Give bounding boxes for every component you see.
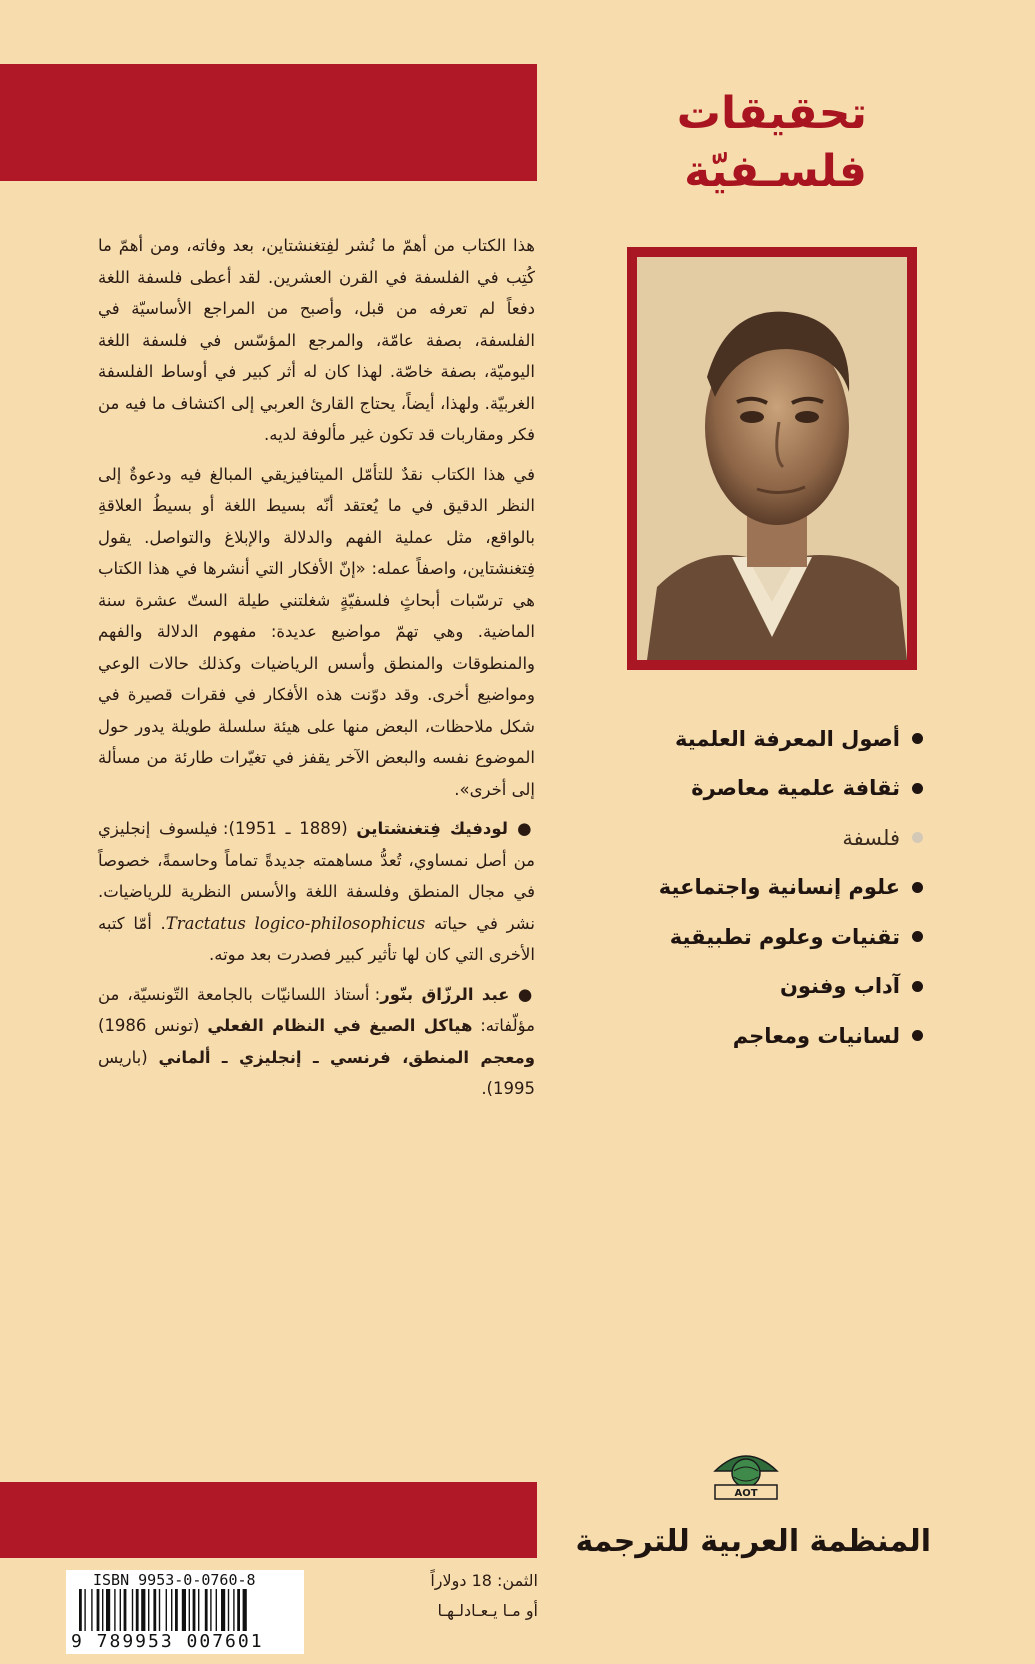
bullet-icon xyxy=(912,931,923,942)
ean-digits: 9 789953 007601 xyxy=(71,1631,264,1652)
publisher-name: المنظمة العربية للترجمة xyxy=(575,1524,931,1559)
isbn-number: ISBN 9953-0-0760-8 xyxy=(93,1571,256,1589)
translator-bio-text-a: : أستاذ اللسانيّات بالجامعة التّونسيّة، من مؤلّفاته: xyxy=(98,984,536,1035)
bullet-icon xyxy=(912,832,923,843)
author-name: ● لودفيك فِتغنشتاين xyxy=(356,819,536,838)
translator-bio xyxy=(98,979,535,1105)
series-title-line1: تحقيقات xyxy=(676,88,867,139)
author-bio-text-a: (1889 ـ 1951): فيلسوف إنجليزي من أصل نمساوي، تُعدُّ مساهمته جديدةً تماماً وحاسمةً، خصوصاً في مجال المنطق وفلسفة اللغة والأسس النظرية للرياضيات. نشر في حياته xyxy=(98,819,535,933)
author-portrait-frame xyxy=(627,247,917,670)
author-bio xyxy=(98,813,535,971)
category-item: آداب وفنون xyxy=(659,962,923,1012)
author-work-title: Tractatus logico-philosophicus xyxy=(165,913,426,933)
series-category-list xyxy=(659,714,923,1061)
bottom-red-band xyxy=(0,1482,537,1558)
author-portrait-photo xyxy=(637,257,907,660)
publisher-logo xyxy=(707,1441,785,1505)
category-item-current: فلسفة xyxy=(659,813,923,863)
bullet-icon xyxy=(912,1030,923,1041)
translator-bio-text-c: (باريس 1995). xyxy=(98,1047,535,1098)
translator-work-2: ومعجم المنطق، فرنسي ـ إنجليزي ـ ألماني xyxy=(158,1047,535,1067)
top-red-band xyxy=(0,64,537,181)
price-block xyxy=(372,1566,538,1626)
publisher-logo-text: AOT xyxy=(734,1488,758,1499)
bullet-icon xyxy=(912,981,923,992)
bullet-icon xyxy=(912,783,923,794)
author-bio-text-b: . أمّا كتبه الأخرى التي كان لها تأثير كبير فصدرت بعد موته. xyxy=(98,913,535,964)
translator-name: ● عبد الرزّاق بنّور xyxy=(380,984,535,1004)
category-item: تقنيات وعلوم تطبيقية xyxy=(659,912,923,962)
description-paragraph-2: في هذا الكتاب نقدٌ للتأمّل الميتافيزيقي المبالغ فيه ودعوةٌ إلى النظر الدقيق في ما يُعتقد أنّه بسيط اللغة أو بسيطُ العلاقةِ بالواقع، مثل عملية الفهم والدلالة والإبلاغ والتواصل. يقول فِتغنشتاين، واصفاً عمله: «إنّ الأفكار التي أنشرها في هذا الكتاب هي ترسّبات أبحاثٍ فلسفيّةٍ شغلتني طيلة الستّ عشرة سنة الماضية. وهي تهمّ مواضيع عديدة: مفهوم الدلالة والفهم والمنطوقات والمنطق وأسس الرياضيات وكذلك حالات الوعي ومواضيع أخرى. وقد دوّنت هذه الأفكار في فقرات قصيرة في شكل ملاحظات، البعض منها على هيئة سلسلة طويلة يدور حول الموضوع نفسه والبعض الآخر يقفز في تغيّرات طارئة من مسألة إلى أخرى». xyxy=(98,464,535,799)
translator-work-1: هياكل الصيغ في النظام الفعلي xyxy=(207,1016,473,1035)
category-item: لسانيات ومعاجم xyxy=(659,1011,923,1061)
book-description xyxy=(98,230,535,1113)
series-title-line2: فلسـفيّة xyxy=(684,146,867,197)
category-item: ثقافة علمية معاصرة xyxy=(659,764,923,814)
description-paragraph-1: هذا الكتاب من أهمّ ما نُشر لفِتغنشتاين، بعد وفاته، ومن أهمّ ما كُتِب في الفلسفة في القرن العشرين. لقد أعطى فلسفة اللغة دفعاً لم تعرفه من قبل، وأصبح من المراجع الأساسيّة في الفلسفة، بصفة عامّة، والمرجع المؤسّس في فلسفة اللغة اليوميّة، بصفة خاصّة. لهذا كان له أثر كبير في أوساط الفلسفة الغربيّة. ولهذا، أيضاً، يحتاج القارئ العربي إلى اكتشاف ما فيه من فكر ومقاربات قد تكون غير مألوفة لديه. xyxy=(98,236,535,444)
translator-bio-text-b: (تونس 1986) xyxy=(98,1016,208,1035)
barcode-bars xyxy=(75,1589,295,1631)
bullet-icon xyxy=(912,733,923,744)
bullet-icon xyxy=(912,882,923,893)
price-line: الثمن: 18 دولاراً xyxy=(430,1571,538,1590)
isbn-barcode xyxy=(66,1570,304,1654)
portrait-illustration xyxy=(637,257,907,660)
category-item: علوم إنسانية واجتماعية xyxy=(659,863,923,913)
category-item: أصول المعرفة العلمية xyxy=(659,714,923,764)
price-equivalent-line: أو مـا يـعـادلـهـا xyxy=(437,1601,538,1620)
